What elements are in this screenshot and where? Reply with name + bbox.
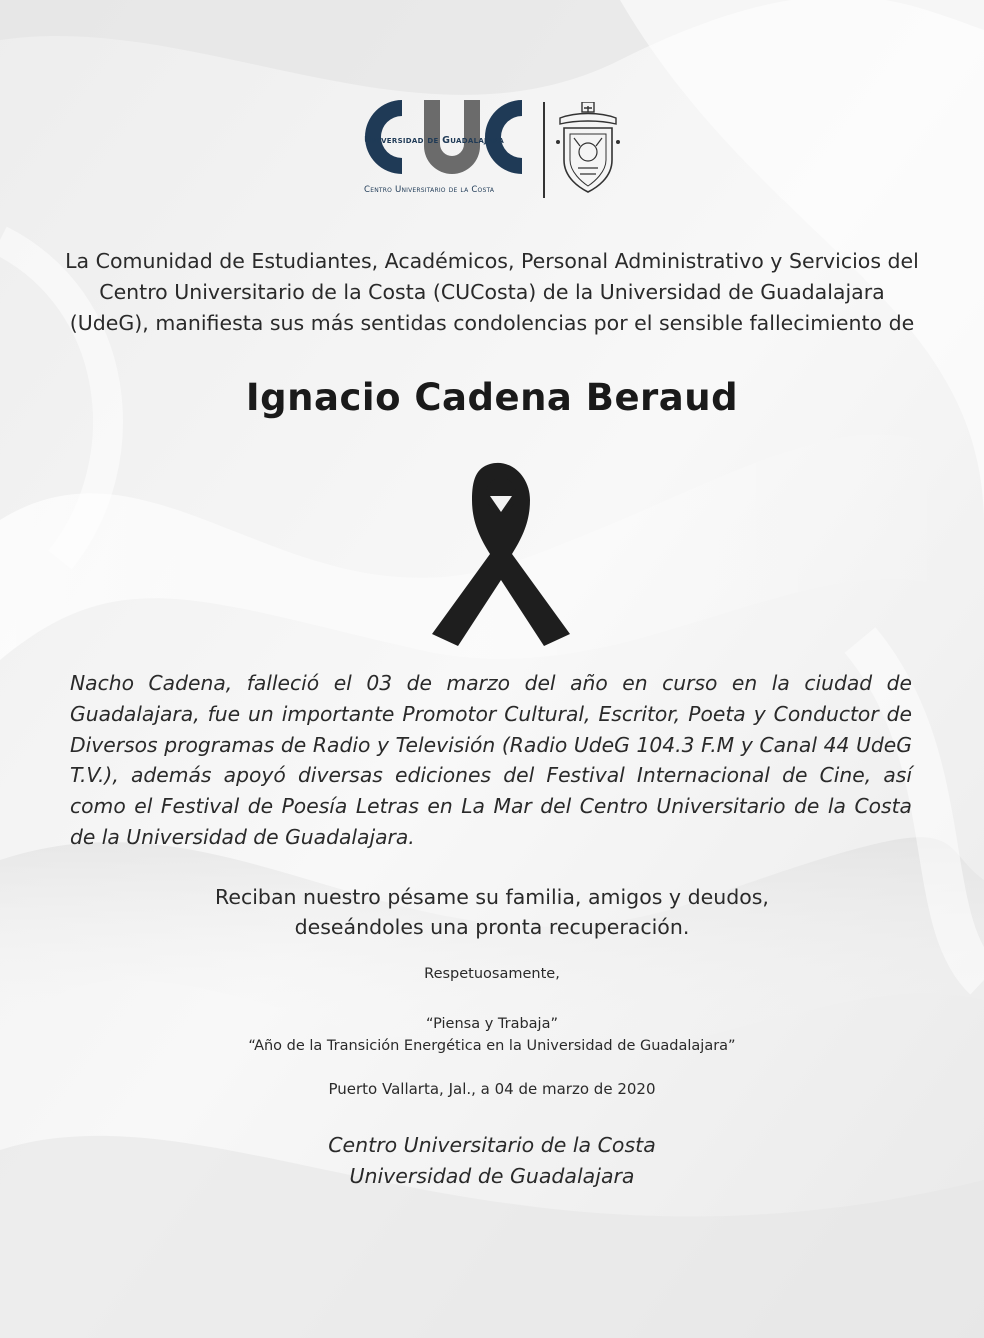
- udg-coat-of-arms-icon: [556, 102, 620, 194]
- intro-line: (UdeG), manifiesta sus más sentidas condolencias por el sensible fallecimiento de: [69, 311, 915, 335]
- mourning-ribbon-icon: [426, 458, 576, 648]
- place-and-date: Puerto Vallarta, Jal., a 04 de marzo de 2020: [328, 1080, 656, 1098]
- cucosta-logo: [360, 98, 630, 202]
- signature-university: Universidad de Guadalajara: [349, 1164, 635, 1188]
- signature-centro: Centro Universitario de la Costa: [328, 1133, 656, 1157]
- condolence-line: deseándoles una pronta recuperación.: [294, 915, 690, 939]
- logo-university-text: Universidad de Guadalajara: [364, 135, 505, 146]
- motto-block: [0, 1013, 984, 1057]
- biography-paragraph: Nacho Cadena, falleció el 03 de marzo del año en curso en la ciudad de Guadalajara, fue un importante Promotor Cultural, Escritor, Poeta y Conductor de Diversos programas de Radio y Televisión (Radio UdeG 104.3 F.M y Canal 44 UdeG T.V.), además apoyó diversas ediciones del Festival Internacional de Cine, así como el Festival de Poesía Letras en La Mar del Centro Universitario de la Costa de la Universidad de Guadalajara.: [70, 671, 912, 849]
- motto-year: “Año de la Transición Energética en la Universidad de Guadalajara”: [248, 1038, 736, 1054]
- logo-divider: [543, 102, 545, 198]
- deceased-name: Ignacio Cadena Beraud: [245, 376, 739, 419]
- intro-paragraph: [60, 246, 924, 339]
- logo-centro-text: Centro Universitario de la Costa: [364, 185, 495, 195]
- motto-piensa-y-trabaja: “Piensa y Trabaja”: [426, 1016, 558, 1032]
- condolence-message: [0, 882, 984, 942]
- condolence-line: Reciban nuestro pésame su familia, amigos y deudos,: [215, 885, 769, 909]
- intro-line: Centro Universitario de la Costa (CUCosta) de la Universidad de Guadalajara: [99, 280, 885, 304]
- signature-block: [0, 1130, 984, 1192]
- intro-line: La Comunidad de Estudiantes, Académicos, Personal Administrativo y Servicios del: [65, 249, 919, 273]
- respectfully-text: Respetuosamente,: [424, 966, 560, 982]
